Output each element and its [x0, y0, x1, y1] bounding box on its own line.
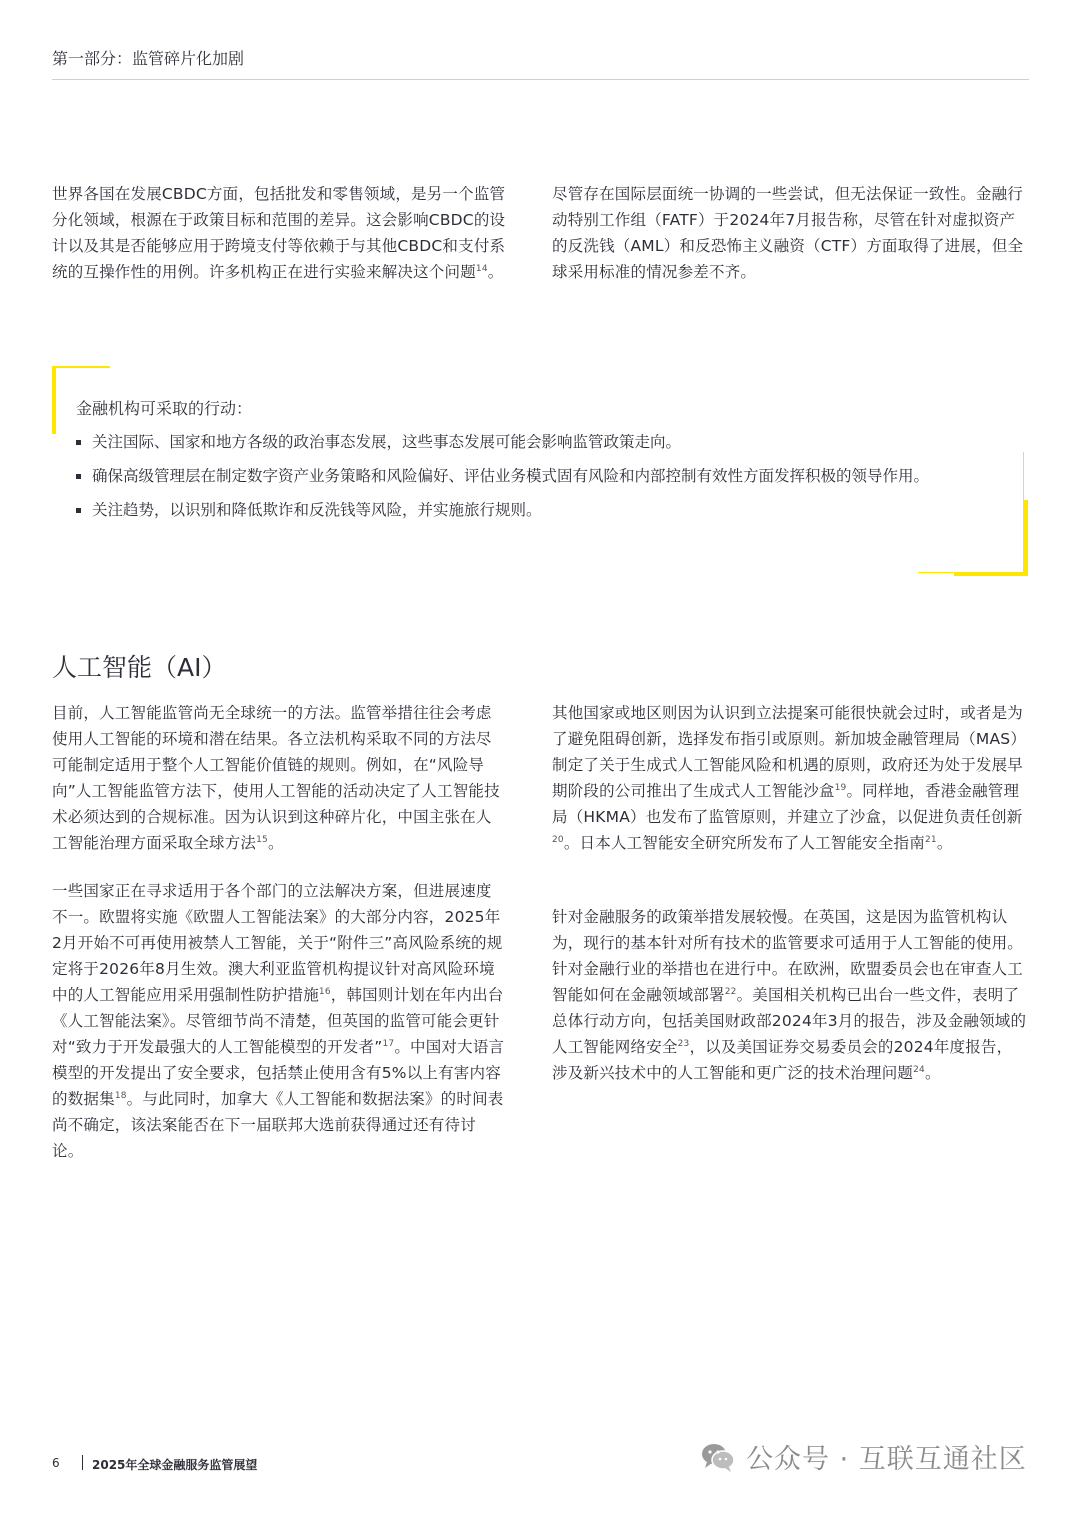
paragraph-text: 。同样地，香港金融管理局（HKMA）也发布了监管原则，并建立了沙盒，以促进负责任创新	[552, 782, 1023, 826]
paragraph-text: 。	[936, 834, 953, 852]
ai-left-paragraph-2	[52, 878, 507, 1164]
ai-right-paragraph-1	[552, 700, 1027, 856]
section-title-ai: 人工智能（AI）	[52, 653, 227, 682]
footer-divider	[82, 1455, 83, 1470]
footnote-ref: 15	[256, 835, 268, 845]
list-item-text: 关注趋势，以识别和降低欺诈和反洗钱等风险，并实施旅行规则。	[92, 501, 542, 519]
paragraph-text: 目前，人工智能监管尚无全球统一的方法。监管举措往往会考虑使用人工智能的环境和潜在结果。各立法机构采取不同的方法尽可能制定适用于整个人工智能价值链的规则。例如，在“风险导向”人工智能监管方法下，使用人工智能的活动决定了人工智能技术必须达到的合规标准。因为认识到这种碎片化，中国主张在人工智能治理方面采取全球方法	[52, 704, 500, 852]
intro-right-paragraph: 尽管存在国际层面统一协调的一些尝试，但无法保证一致性。金融行动特别工作组（FATF）于2024年7月报告称，尽管在针对虚拟资产的反洗钱（AML）和反恐怖主义融资（CTF）方面取得了进展，但全球采用标准的情况参差不齐。	[552, 185, 1024, 281]
ai-left-paragraph-1	[52, 700, 507, 856]
list-item-text: 关注国际、国家和地方各级的政治事态发展，这些事态发展可能会影响监管政策走向。	[92, 433, 682, 451]
footnote-ref: 22	[724, 987, 737, 997]
paragraph-text: 针对金融服务的政策举措发展较慢。在英国，这是因为监管机构认为，现行的基本针对所有技术的监管要求可适用于人工智能的使用。针对金融行业的举措也在进行中。在欧洲，欧盟委员会也在审查人工智能如何在金融领域部署	[552, 908, 1024, 1004]
paragraph-text: 一些国家正在寻求适用于各个部门的立法解决方案，但进展速度不一。欧盟将实施《欧盟人工智能法案》的大部分内容，2025年2月开始不可再使用被禁人工智能，关于“附件三”高风险系统的规定将于2026年8月生效。澳大利亚监管机构提议针对高风险环境中的人工智能应用采用强制性防护措施	[52, 882, 503, 1004]
intro-left-text: 世界各国在发展CBDC方面，包括批发和零售领域，是另一个监管分化领域，根源在于政策目标和范围的差异。这会影响CBDC的设计以及其是否能够应用于跨境支付等依赖于与其他CBDC和支付系统的互操作性的用例。许多机构正在进行实验来解决这个问题	[52, 185, 506, 281]
list-item-text: 确保高级管理层在制定数字资产业务策略和风险偏好、评估业务模式固有风险和内部控制有效性方面发挥积极的领导作用。	[92, 467, 930, 485]
callout-corner-top-left-h	[52, 366, 110, 368]
callout-corner-bottom-thin	[918, 572, 956, 573]
ai-right-paragraph-2	[552, 904, 1027, 1086]
page-number: 6	[52, 1456, 60, 1470]
paragraph-text: 。日本人工智能安全研究所发布了人工智能安全指南	[563, 834, 925, 852]
paragraph-text: 。美国相关机构已出台一些文件，表明了总体行动方向，包括美国财政部2024年3月的报告，涉及金融领域的人工智能网络安全	[552, 986, 1027, 1056]
footnote-ref: 24	[913, 1065, 925, 1075]
paragraph-text: ，以及美国证券交易委员会的2024年度报告，涉及新兴技术中的人工智能和更广泛的技术治理问题	[552, 1038, 1013, 1082]
footnote-ref: 19	[834, 783, 847, 793]
section-header: 第一部分：监管碎片化加剧	[52, 49, 245, 68]
callout-action-list	[76, 430, 1006, 532]
bullet-icon	[76, 440, 81, 445]
paragraph-text: 。中国对大语言模型的开发提出了安全要求，包括禁止使用含有5%以上有害内容的数据集	[52, 1038, 505, 1108]
callout-corner-bottom-right-thin	[1023, 452, 1024, 502]
list-item	[76, 464, 1006, 489]
paragraph-text: 其他国家或地区则因为认识到立法提案可能很快就会过时，或者是为了避免阻碍创新，选择发布指引或原则。新加坡金融管理局（MAS）制定了关于生成式人工智能风险和机遇的原则，政府还为处于发展早期阶段的公司推出了生成式人工智能沙盒	[552, 704, 1027, 800]
footnote-ref: 21	[924, 835, 937, 845]
footnote-ref: 16	[318, 987, 331, 997]
paragraph-text: 。与此同时，加拿大《人工智能和数据法案》的时间表尚不确定，该法案能否在下一届联邦大选前获得通过还有待讨论。	[52, 1090, 504, 1160]
footnote-ref: 18	[114, 1091, 127, 1101]
paragraph-text: 。	[924, 1064, 941, 1082]
callout-corner-bottom-right-h	[954, 572, 1028, 576]
bullet-icon	[76, 474, 81, 479]
header-divider	[52, 79, 1029, 80]
wechat-icon	[700, 1439, 736, 1475]
footnote-ref: 14	[475, 264, 488, 274]
footnote-ref: 17	[382, 1039, 395, 1049]
paragraph-tail: 。	[267, 834, 284, 852]
callout-corner-top-left	[52, 366, 56, 434]
list-item	[76, 498, 1006, 523]
callout-corner-bottom-right	[1023, 500, 1028, 576]
publication-title: 2025年全球金融服务监管展望	[92, 1458, 258, 1472]
bullet-icon	[76, 508, 81, 513]
paragraph-text: ，韩国则计划在年内出台《人工智能法案》。尽管细节尚不清楚，但英国的监管可能会更针对“致力于开发最强大的人工智能模型的开发者”	[52, 986, 504, 1056]
callout-title: 金融机构可采取的行动：	[76, 399, 253, 418]
intro-left-paragraph	[52, 181, 507, 285]
footnote-ref: 23	[677, 1039, 690, 1049]
intro-left-tail: 。	[487, 263, 504, 281]
footnote-ref: 20	[552, 835, 564, 845]
watermark-text: 公众号 · 互联互通社区	[746, 1444, 1027, 1475]
list-item	[76, 430, 1006, 455]
